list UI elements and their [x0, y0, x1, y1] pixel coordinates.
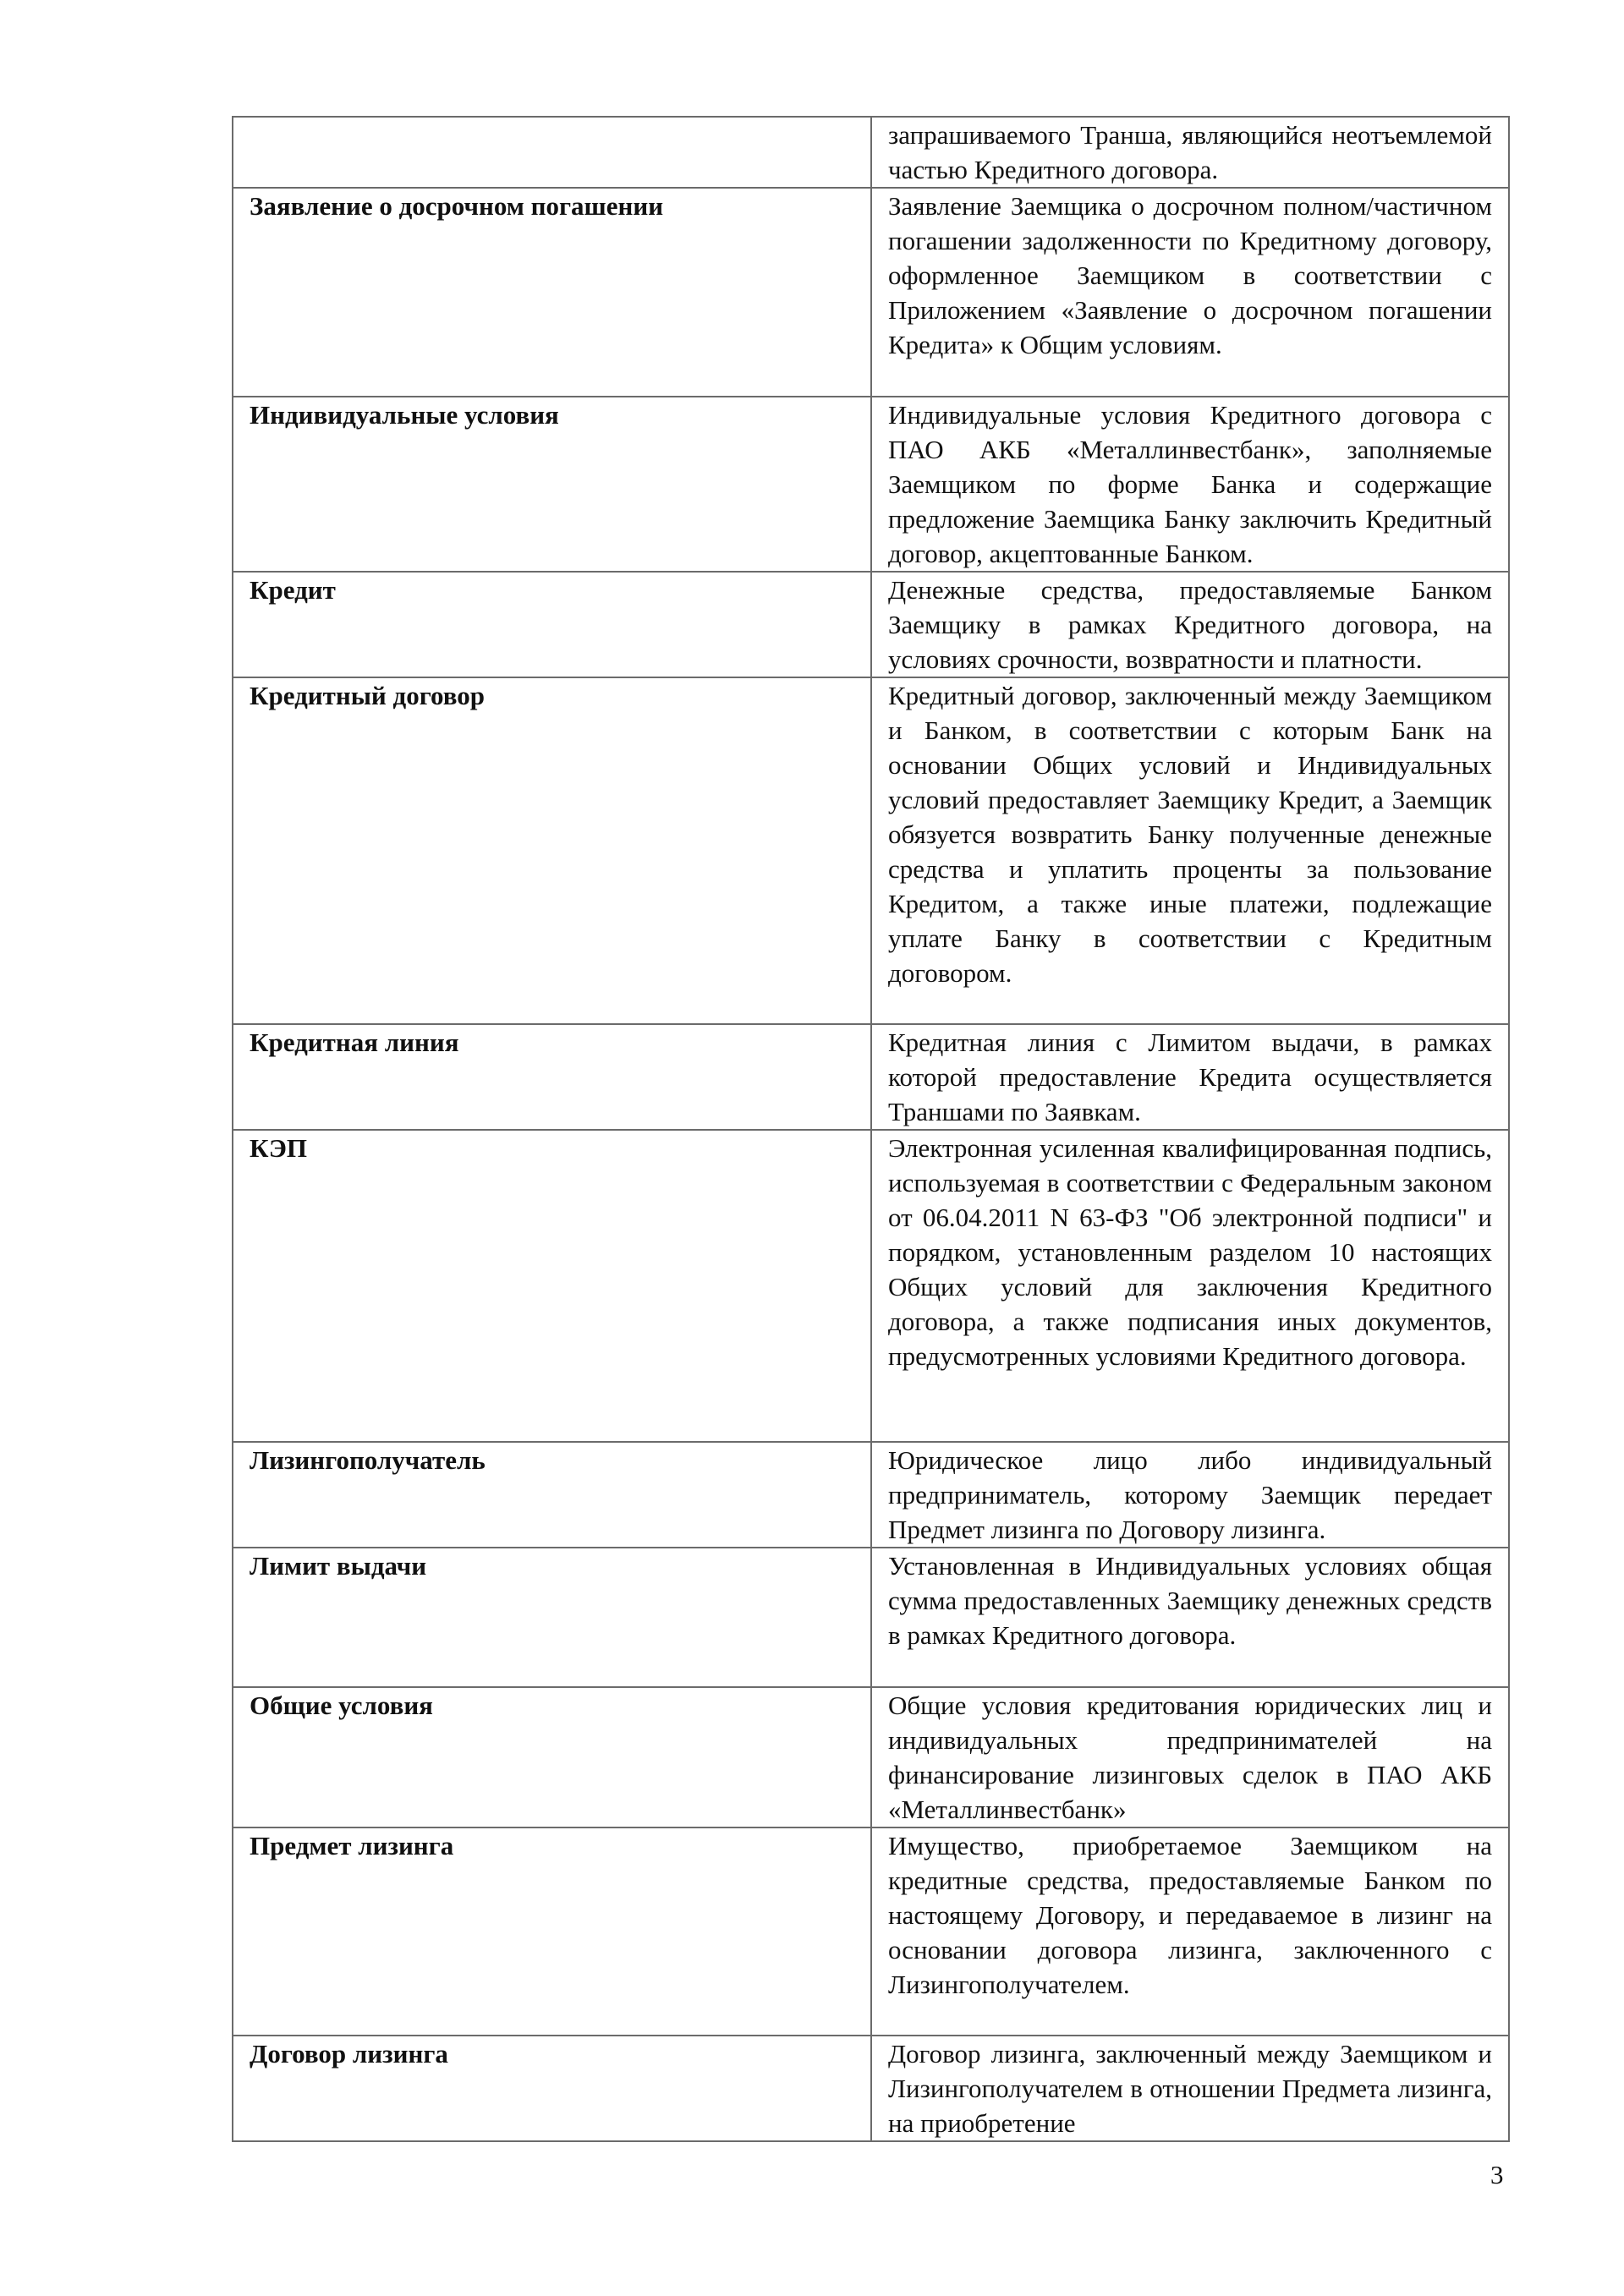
- table-row: [233, 117, 1509, 188]
- table-row: [233, 188, 1509, 397]
- table-row: [233, 1442, 1509, 1548]
- definition-cell: запрашиваемого Транша, являющийся неотъемлемой частью Кредитного договора.: [871, 117, 1509, 188]
- definition-cell: Денежные средства, предоставляемые Банком Заемщику в рамках Кредитного договора, на условиях срочности, возвратности и платности.: [871, 572, 1509, 677]
- table-row: [233, 2036, 1509, 2141]
- term-cell: Кредитная линия: [233, 1024, 871, 1130]
- term-cell: Договор лизинга: [233, 2036, 871, 2141]
- definition-cell: Общие условия кредитования юридических лиц и индивидуальных предпринимателей на финансирование лизинговых сделок в ПАО АКБ «Металлинвестбанк»: [871, 1687, 1509, 1827]
- definition-cell: Электронная усиленная квалифицированная подпись, используемая в соответствии с Федеральным законом от 06.04.2011 N 63-ФЗ "Об электронной подписи" и порядком, установленным разделом 10 настоящих Общих условий для заключения Кредитного договора, а также подписания иных документов, предусмотренных условиями Кредитного договора.: [871, 1130, 1509, 1442]
- term-cell: Лизингополучатель: [233, 1442, 871, 1548]
- definition-cell: Индивидуальные условия Кредитного договора с ПАО АКБ «Металлинвестбанк», заполняемые Заемщиком по форме Банка и содержащие предложение Заемщика Банку заключить Кредитный договор, акцептованные Банком.: [871, 397, 1509, 572]
- definitions-table: [232, 116, 1510, 2142]
- definition-cell: Кредитная линия с Лимитом выдачи, в рамках которой предоставление Кредита осуществляется Траншами по Заявкам.: [871, 1024, 1509, 1130]
- table-row: [233, 1130, 1509, 1442]
- term-cell: Лимит выдачи: [233, 1548, 871, 1687]
- table-row: [233, 397, 1509, 572]
- definition-cell: Юридическое лицо либо индивидуальный предприниматель, которому Заемщик передает Предмет лизинга по Договору лизинга.: [871, 1442, 1509, 1548]
- term-cell: Кредитный договор: [233, 677, 871, 1024]
- term-cell: КЭП: [233, 1130, 871, 1442]
- table-row: [233, 677, 1509, 1024]
- table-row: [233, 1687, 1509, 1827]
- table-row: [233, 1827, 1509, 2036]
- term-cell: Предмет лизинга: [233, 1827, 871, 2036]
- page-number: 3: [1490, 2160, 1504, 2189]
- term-cell: Заявление о досрочном погашении: [233, 188, 871, 397]
- term-cell: Кредит: [233, 572, 871, 677]
- term-cell: [233, 117, 871, 188]
- definition-cell: Установленная в Индивидуальных условиях общая сумма предоставленных Заемщику денежных средств в рамках Кредитного договора.: [871, 1548, 1509, 1687]
- definition-cell: Договор лизинга, заключенный между Заемщиком и Лизингополучателем в отношении Предмета лизинга, на приобретение: [871, 2036, 1509, 2141]
- table-row: [233, 1024, 1509, 1130]
- definition-cell: Имущество, приобретаемое Заемщиком на кредитные средства, предоставляемые Банком по настоящему Договору, и передаваемое в лизинг на основании договора лизинга, заключенного с Лизингополучателем.: [871, 1827, 1509, 2036]
- term-cell: Индивидуальные условия: [233, 397, 871, 572]
- table-row: [233, 1548, 1509, 1687]
- definition-cell: Кредитный договор, заключенный между Заемщиком и Банком, в соответствии с которым Банк на основании Общих условий и Индивидуальных условий предоставляет Заемщику Кредит, а Заемщик обязуется возвратить Банку полученные денежные средства и уплатить проценты за пользование Кредитом, а также иные платежи, подлежащие уплате Банку в соответствии с Кредитным договором.: [871, 677, 1509, 1024]
- table-row: [233, 572, 1509, 677]
- definition-cell: Заявление Заемщика о досрочном полном/частичном погашении задолженности по Кредитному договору, оформленное Заемщиком в соответствии с Приложением «Заявление о досрочном погашении Кредита» к Общим условиям.: [871, 188, 1509, 397]
- term-cell: Общие условия: [233, 1687, 871, 1827]
